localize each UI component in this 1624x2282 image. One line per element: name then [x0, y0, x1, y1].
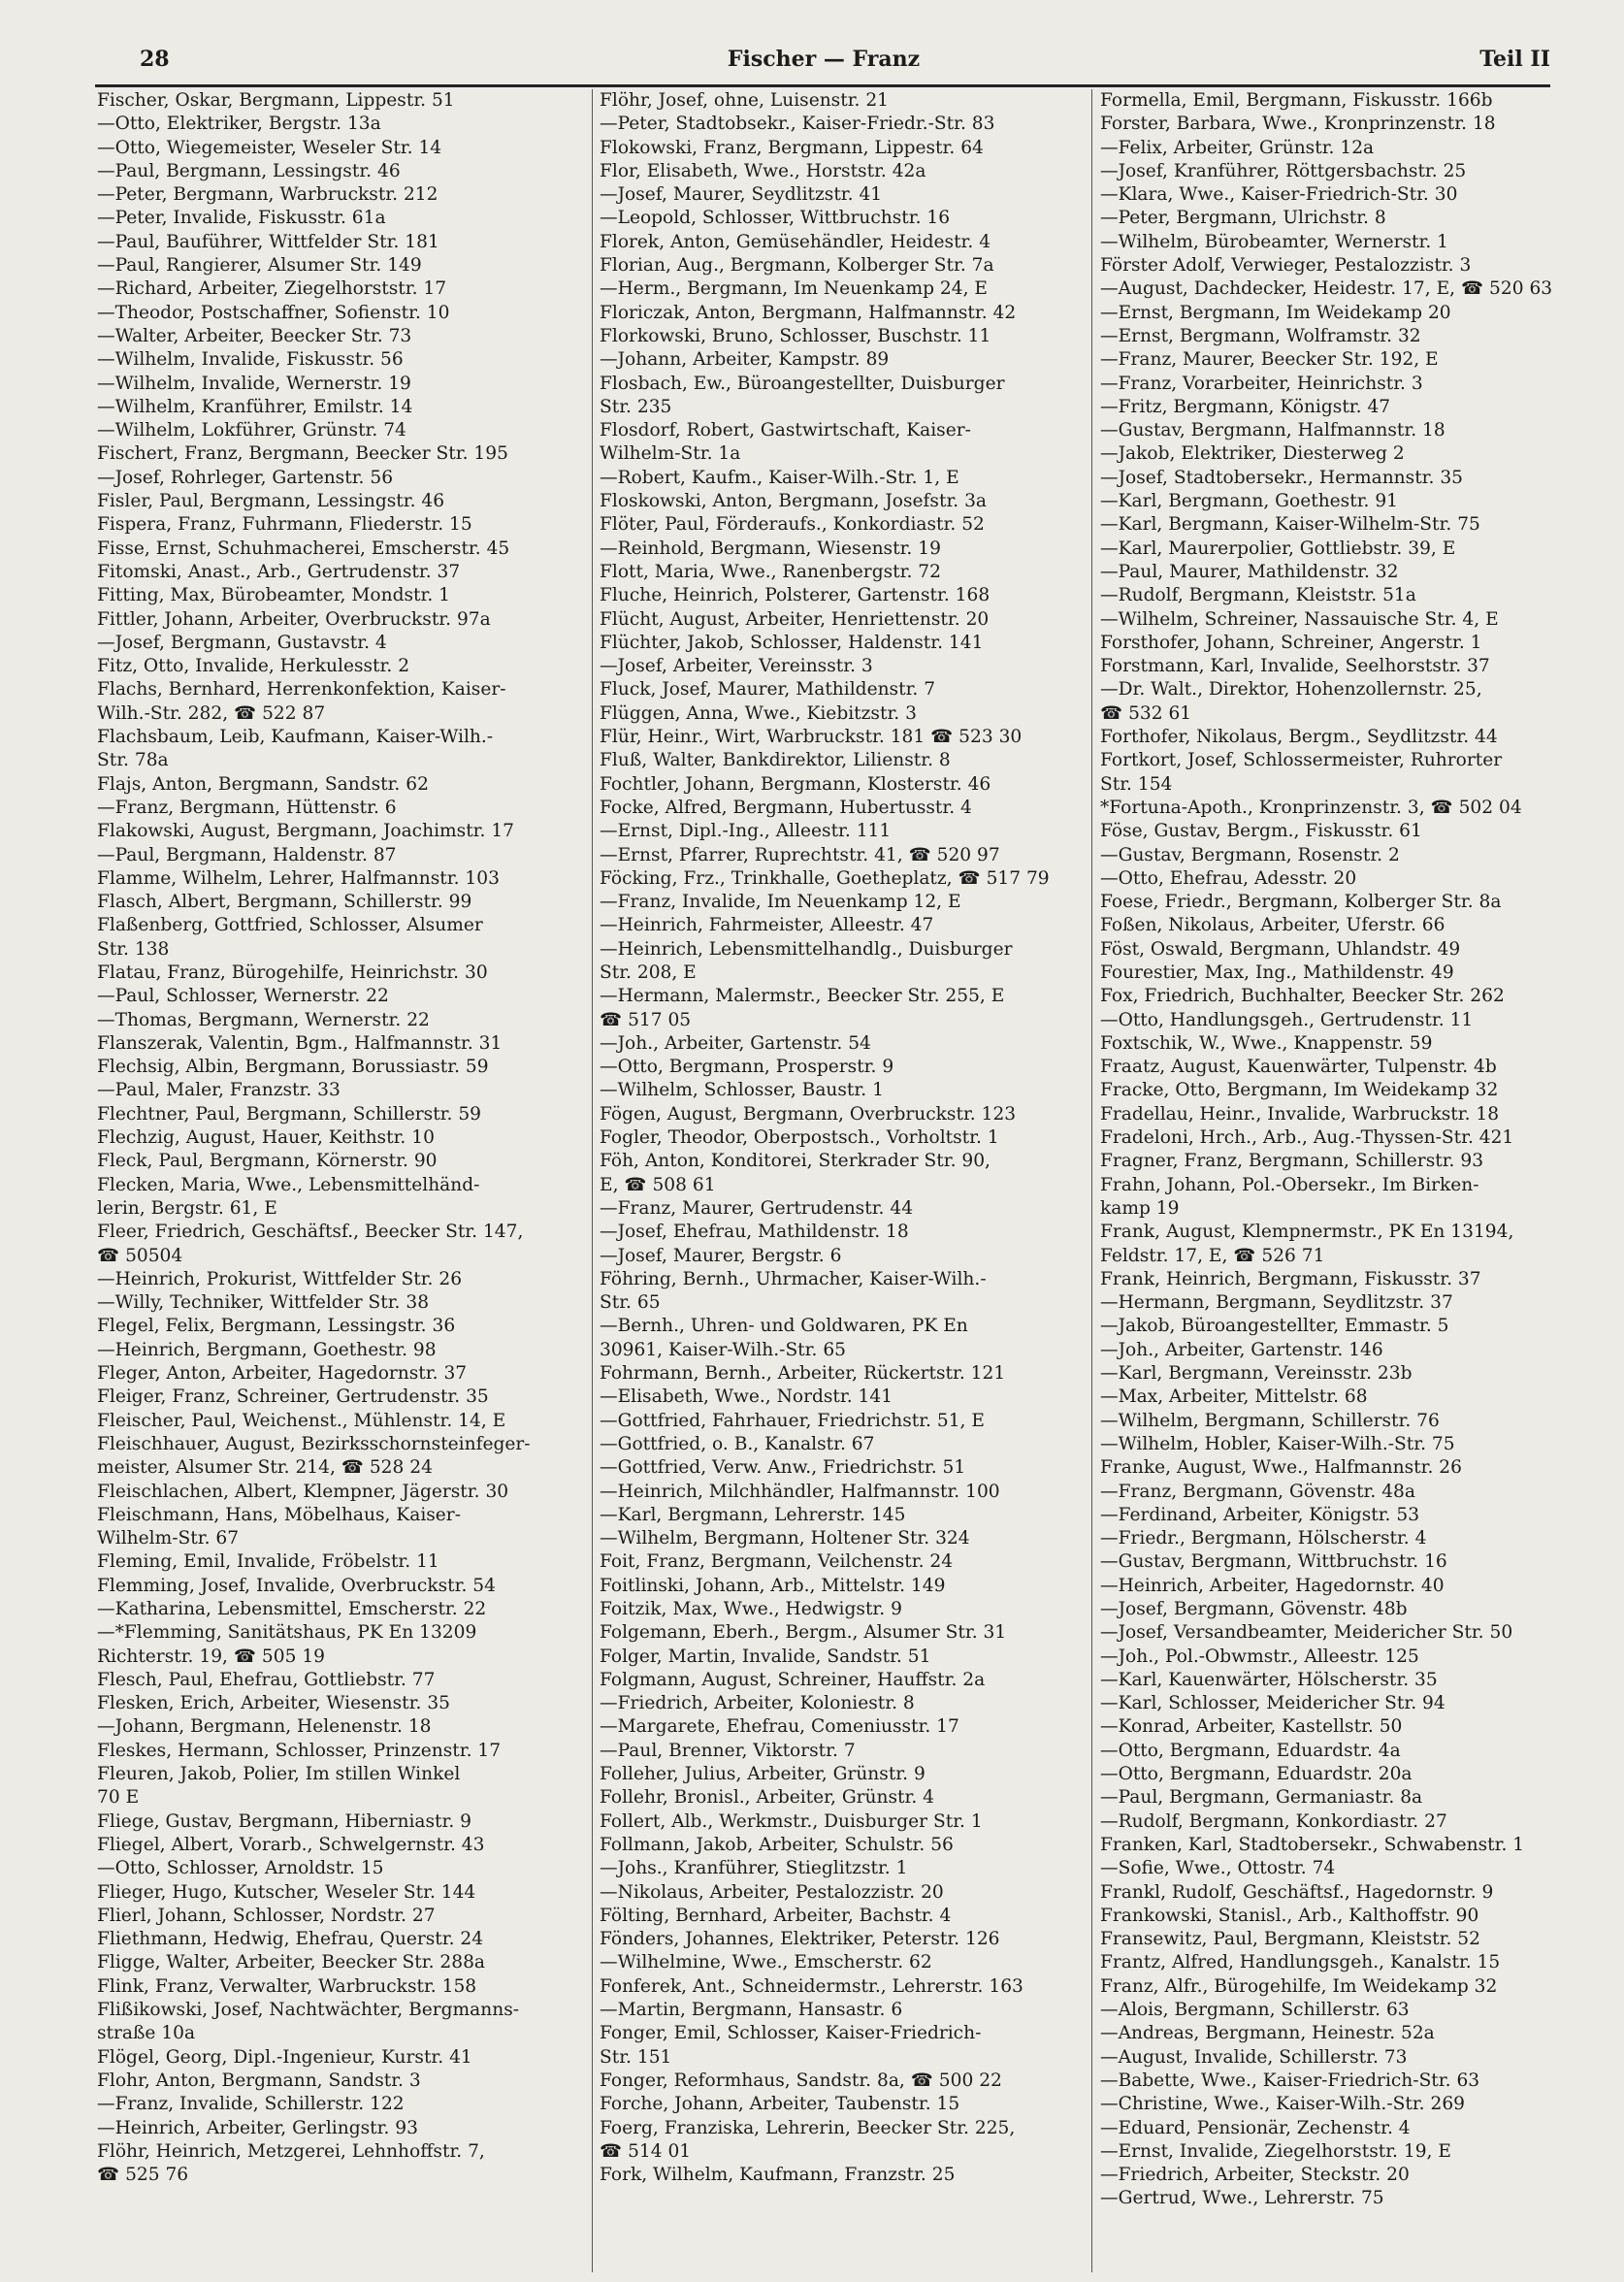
directory-entry: —Reinhold, Bergmann, Wiesenstr. 19 — [600, 538, 941, 559]
directory-entry: Fleming, Emil, Invalide, Fröbelstr. 11 — [97, 1551, 439, 1573]
directory-entry: —Otto, Bergmann, Prosperstr. 9 — [600, 1057, 894, 1078]
page-title: Fischer — Franz — [727, 47, 921, 72]
directory-entry: —Josef, Stadtobersekr., Hermannstr. 35 — [1100, 467, 1463, 488]
directory-entry: Fitomski, Anast., Arb., Gertrudenstr. 37 — [97, 561, 461, 582]
directory-entry: —Alois, Bergmann, Schillerstr. 63 — [1100, 2000, 1410, 2021]
directory-entry: Flüchter, Jakob, Schlosser, Haldenstr. 141 — [600, 632, 984, 653]
directory-entry: —Paul, Maurer, Mathildenstr. 32 — [1100, 561, 1399, 582]
directory-entry: Fleiger, Franz, Schreiner, Gertrudenstr. 35 — [97, 1386, 489, 1408]
directory-entry: Fochtler, Johann, Bergmann, Klosterstr. 46 — [600, 773, 991, 795]
directory-entry: —Paul, Bergmann, Germaniastr. 8a — [1100, 1787, 1423, 1809]
directory-entry: Flink, Franz, Verwalter, Warbruckstr. 158 — [97, 1975, 477, 1997]
directory-entry: —Wilhelm, Invalide, Wernerstr. 19 — [97, 373, 411, 394]
directory-entry: Fleck, Paul, Bergmann, Körnerstr. 90 — [97, 1151, 438, 1172]
directory-entry: —Paul, Bauführer, Wittfelder Str. 181 — [97, 231, 439, 252]
directory-entry: —Wilhelm, Bergmann, Schillerstr. 76 — [1100, 1410, 1440, 1431]
directory-entry: Föhring, Bernh., Uhrmacher, Kaiser-Wilh.- — [600, 1268, 987, 1289]
directory-entry: Föse, Gustav, Bergm., Fiskusstr. 61 — [1100, 821, 1422, 842]
directory-entry: Fradeloni, Hrch., Arb., Aug.-Thyssen-Str. 421 — [1100, 1127, 1514, 1149]
directory-entry: —Walter, Arbeiter, Beecker Str. 73 — [97, 325, 412, 346]
directory-entry: Folger, Martin, Invalide, Sandstr. 51 — [600, 1646, 931, 1667]
column-right — [1100, 89, 1585, 2211]
directory-entry: —Paul, Bergmann, Haldenstr. 87 — [97, 844, 397, 865]
directory-entry: Fonger, Emil, Schlosser, Kaiser-Friedrich- — [600, 2023, 982, 2044]
directory-entry: —Ernst, Bergmann, Wolframstr. 32 — [1100, 325, 1421, 346]
directory-entry: Foßen, Nikolaus, Arbeiter, Uferstr. 66 — [1100, 915, 1445, 936]
directory-entry: —Heinrich, Bergmann, Goethestr. 98 — [97, 1339, 437, 1360]
directory-entry: Flajs, Anton, Bergmann, Sandstr. 62 — [97, 773, 429, 795]
directory-entry: Fitz, Otto, Invalide, Herkulesstr. 2 — [97, 656, 410, 677]
page-header — [97, 43, 1550, 87]
directory-entry: Follmann, Jakob, Arbeiter, Schulstr. 56 — [600, 1834, 954, 1855]
directory-entry: —Josef, Bergmann, Gövenstr. 48b — [1100, 1599, 1408, 1619]
directory-entry: Foerg, Franziska, Lehrerin, Beecker Str. 225, — [600, 2117, 1016, 2138]
directory-entry: Frantz, Alfred, Handlungsgeh., Kanalstr. 15 — [1100, 1952, 1501, 1973]
directory-entry: Frankl, Rudolf, Geschäftsf., Hagedornstr. 9 — [1100, 1881, 1494, 1903]
page-part: Teil II — [1479, 47, 1550, 72]
directory-entry: Fleskes, Hermann, Schlosser, Prinzenstr. 17 — [97, 1740, 502, 1761]
directory-entry: Fispera, Franz, Fuhrmann, Fliederstr. 15 — [97, 514, 472, 536]
directory-entry: Fonferek, Ant., Schneidermstr., Lehrerstr. 163 — [600, 1975, 1023, 1997]
directory-entry: —Hermann, Malermstr., Beecker Str. 255, E — [600, 986, 1005, 1007]
directory-entry: —Wilhelm, Kranführer, Emilstr. 14 — [97, 396, 413, 417]
directory-entry: Str. 65 — [600, 1292, 661, 1314]
directory-entry: Flöhr, Josef, ohne, Luisenstr. 21 — [600, 90, 890, 111]
directory-entry: Richterstr. 19, ☎ 505 19 — [97, 1646, 325, 1667]
directory-entry: —Dr. Walt., Direktor, Hohenzollernstr. 25, — [1100, 679, 1482, 701]
directory-entry: Frank, Heinrich, Bergmann, Fiskusstr. 37 — [1100, 1268, 1481, 1289]
column-divider — [1091, 89, 1092, 2272]
directory-entry: —Wilhelm, Hobler, Kaiser-Wilh.-Str. 75 — [1100, 1433, 1455, 1454]
directory-entry: —Herm., Bergmann, Im Neuenkamp 24, E — [600, 278, 988, 300]
directory-entry: Forster, Barbara, Wwe., Kronprinzenstr. 18 — [1100, 114, 1496, 135]
directory-entry: Fortkort, Josef, Schlossermeister, Ruhrorter — [1100, 750, 1503, 771]
directory-entry: Föcking, Frz., Trinkhalle, Goetheplatz, ☎ 517 79 — [600, 867, 1050, 889]
directory-entry: ☎ 50504 — [97, 1245, 183, 1266]
directory-entry: Flieger, Hugo, Kutscher, Weseler Str. 144 — [97, 1881, 476, 1903]
directory-entry: —Paul, Bergmann, Lessingstr. 46 — [97, 160, 401, 181]
directory-entry: Flaßenberg, Gottfried, Schlosser, Alsumer — [97, 915, 483, 936]
directory-entry: —Joh., Arbeiter, Gartenstr. 54 — [600, 1032, 871, 1054]
directory-entry: Str. 138 — [97, 938, 170, 960]
directory-entry: —Franz, Bergmann, Hüttenstr. 6 — [97, 797, 397, 818]
directory-entry: Flor, Elisabeth, Wwe., Horststr. 42a — [600, 160, 926, 181]
directory-entry: —Johs., Kranführer, Stieglitzstr. 1 — [600, 1858, 908, 1879]
directory-entry: Forche, Johann, Arbeiter, Taubenstr. 15 — [600, 2094, 960, 2115]
directory-entry: Fleischhauer, August, Bezirksschornsteinfeger- — [97, 1433, 531, 1454]
directory-entry: —August, Invalide, Schillerstr. 73 — [1100, 2046, 1408, 2068]
header-rule — [95, 84, 1550, 87]
column-middle — [600, 89, 1085, 2187]
directory-entry: 30961, Kaiser-Wilh.-Str. 65 — [600, 1339, 846, 1360]
directory-entry: —Wilhelm, Lokführer, Grünstr. 74 — [97, 420, 406, 441]
directory-entry: Flokowski, Franz, Bergmann, Lippestr. 64 — [600, 137, 984, 158]
directory-entry: Flakowski, August, Bergmann, Joachimstr. 17 — [97, 821, 514, 842]
directory-entry: Föst, Oswald, Bergmann, Uhlandstr. 49 — [1100, 938, 1461, 960]
directory-entry: Flott, Maria, Wwe., Ranenbergstr. 72 — [600, 561, 941, 582]
directory-entry: —Katharina, Lebensmittel, Emscherstr. 22 — [97, 1599, 487, 1619]
directory-entry: meister, Alsumer Str. 214, ☎ 528 24 — [97, 1457, 433, 1479]
directory-entry: E, ☎ 508 61 — [600, 1174, 716, 1195]
directory-entry: —Martin, Bergmann, Hansastr. 6 — [600, 2000, 903, 2021]
directory-entry: Fitting, Max, Bürobeamter, Mondstr. 1 — [97, 585, 450, 606]
directory-entry: —Wilhelm, Invalide, Fiskusstr. 56 — [97, 349, 404, 371]
directory-entry: —Friedrich, Arbeiter, Koloniestr. 8 — [600, 1693, 915, 1714]
directory-entry: —Joh., Pol.-Obwmstr., Alleestr. 125 — [1100, 1646, 1419, 1667]
directory-entry: —Josef, Bergmann, Gustavstr. 4 — [97, 632, 387, 653]
directory-entry: Foxtschik, W., Wwe., Knappenstr. 59 — [1100, 1032, 1433, 1054]
directory-entry: —Fritz, Bergmann, Königstr. 47 — [1100, 396, 1391, 417]
directory-entry: —Johann, Arbeiter, Kampstr. 89 — [600, 349, 890, 371]
directory-entry: —Peter, Invalide, Fiskusstr. 61a — [97, 208, 386, 229]
directory-entry: Flamme, Wilhelm, Lehrer, Halfmannstr. 103 — [97, 867, 500, 889]
directory-entry: Fittler, Johann, Arbeiter, Overbruckstr. 97a — [97, 608, 491, 630]
directory-entry: —Bernh., Uhren- und Goldwaren, PK En — [600, 1316, 968, 1337]
directory-entry: —Paul, Maler, Franzstr. 33 — [97, 1080, 341, 1101]
directory-entry: —Ernst, Bergmann, Im Weidekamp 20 — [1100, 302, 1451, 323]
directory-entry: Fölting, Bernhard, Arbeiter, Bachstr. 4 — [600, 1905, 952, 1926]
directory-entry: —Heinrich, Lebensmittelhandlg., Duisburger — [600, 938, 1013, 960]
directory-entry: —Heinrich, Milchhändler, Halfmannstr. 100 — [600, 1481, 1000, 1502]
directory-entry: Fischer, Oskar, Bergmann, Lippestr. 51 — [97, 90, 455, 111]
directory-entry: Flegel, Felix, Bergmann, Lessingstr. 36 — [97, 1316, 456, 1337]
directory-entry: Fransewitz, Paul, Bergmann, Kleiststr. 52 — [1100, 1929, 1480, 1950]
directory-entry: —Konrad, Arbeiter, Kastellstr. 50 — [1100, 1716, 1403, 1738]
directory-entry: —Gustav, Bergmann, Rosenstr. 2 — [1100, 844, 1400, 865]
directory-entry: —Karl, Bergmann, Kaiser-Wilhelm-Str. 75 — [1100, 514, 1480, 536]
directory-entry: —Otto, Handlungsgeh., Gertrudenstr. 11 — [1100, 1009, 1474, 1030]
directory-entry: Formella, Emil, Bergmann, Fiskusstr. 166b — [1100, 90, 1493, 111]
directory-entry: Fleischlachen, Albert, Klempner, Jägerstr. 30 — [97, 1481, 509, 1502]
directory-entry: —Paul, Schlosser, Wernerstr. 22 — [97, 986, 389, 1007]
directory-entry: Fisler, Paul, Bergmann, Lessingstr. 46 — [97, 491, 445, 512]
directory-entry: Flüggen, Anna, Wwe., Kiebitzstr. 3 — [600, 702, 917, 724]
directory-entry: Flanszerak, Valentin, Bgm., Halfmannstr. 31 — [97, 1032, 503, 1054]
directory-entry: —Franz, Vorarbeiter, Heinrichstr. 3 — [1100, 373, 1423, 394]
directory-entry: —Wilhelm, Bergmann, Holtener Str. 324 — [600, 1528, 970, 1549]
directory-entry: Flemming, Josef, Invalide, Overbruckstr. 54 — [97, 1575, 496, 1596]
directory-entry: kamp 19 — [1100, 1197, 1180, 1219]
directory-entry: —Andreas, Bergmann, Heinestr. 52a — [1100, 2023, 1435, 2044]
directory-entry: Flücht, August, Arbeiter, Henriettenstr. 20 — [600, 608, 990, 630]
directory-entry: Flißikowski, Josef, Nachtwächter, Bergmanns- — [97, 2000, 520, 2021]
column-divider — [592, 89, 593, 2272]
directory-entry: —Friedrich, Arbeiter, Steckstr. 20 — [1100, 2165, 1410, 2186]
directory-entry: —Karl, Maurerpolier, Gottliebstr. 39, E — [1100, 538, 1456, 559]
directory-entry: Fracke, Otto, Bergmann, Im Weidekamp 32 — [1100, 1080, 1499, 1101]
directory-entry: Flachs, Bernhard, Herrenkonfektion, Kaiser- — [97, 679, 506, 701]
directory-entry: —Nikolaus, Arbeiter, Pestalozzistr. 20 — [600, 1881, 944, 1903]
directory-entry: —Hermann, Bergmann, Seydlitzstr. 37 — [1100, 1292, 1453, 1314]
directory-entry: Fluß, Walter, Bankdirektor, Lilienstr. 8 — [600, 750, 951, 771]
directory-entry: —Klara, Wwe., Kaiser-Friedrich-Str. 30 — [1100, 184, 1458, 206]
directory-entry: —Otto, Elektriker, Bergstr. 13a — [97, 114, 381, 135]
directory-entry: —Peter, Bergmann, Warbruckstr. 212 — [97, 184, 438, 206]
directory-entry: Fischert, Franz, Bergmann, Beecker Str. 195 — [97, 443, 508, 465]
directory-entry: Fisse, Ernst, Schuhmacherei, Emscherstr. 45 — [97, 538, 510, 559]
directory-entry: Florkowski, Bruno, Schlosser, Buschstr. 11 — [600, 325, 991, 346]
directory-entry: Fraatz, August, Kauenwärter, Tulpenstr. 4b — [1100, 1057, 1497, 1078]
directory-entry: —Paul, Rangierer, Alsumer Str. 149 — [97, 255, 422, 277]
directory-entry: Frank, August, Klempnermstr., PK En 13194, — [1100, 1222, 1514, 1243]
directory-entry: Fleischmann, Hans, Möbelhaus, Kaiser- — [97, 1504, 461, 1525]
directory-entry: —Sofie, Wwe., Ottostr. 74 — [1100, 1858, 1336, 1879]
directory-entry: —Otto, Wiegemeister, Weseler Str. 14 — [97, 137, 442, 158]
directory-entry: Follert, Alb., Werkmstr., Duisburger Str. 1 — [600, 1810, 983, 1832]
directory-entry: Förster Adolf, Verwieger, Pestalozzistr. 3 — [1100, 255, 1472, 277]
directory-entry: Flachsbaum, Leib, Kaufmann, Kaiser-Wilh.- — [97, 727, 494, 748]
directory-entry: —Josef, Maurer, Bergstr. 6 — [600, 1245, 842, 1266]
directory-entry: —Babette, Wwe., Kaiser-Friedrich-Str. 63 — [1100, 2070, 1480, 2091]
directory-entry: —Peter, Stadtobsekr., Kaiser-Friedr.-Str. 83 — [600, 114, 995, 135]
directory-entry: ☎ 525 76 — [97, 2165, 189, 2186]
directory-entry: lerin, Bergstr. 61, E — [97, 1197, 277, 1219]
directory-entry: —Gottfried, Fahrhauer, Friedrichstr. 51, E — [600, 1410, 985, 1431]
directory-entry: Flechtner, Paul, Bergmann, Schillerstr. 59 — [97, 1103, 482, 1125]
directory-entry: Flatau, Franz, Bürogehilfe, Heinrichstr. 30 — [97, 962, 488, 983]
directory-entry: Wilh.-Str. 282, ☎ 522 87 — [97, 702, 326, 724]
directory-entry: Fourestier, Max, Ing., Mathildenstr. 49 — [1100, 962, 1454, 983]
directory-entry: ☎ 517 05 — [600, 1009, 692, 1030]
directory-entry: —Gustav, Bergmann, Halfmannstr. 18 — [1100, 420, 1445, 441]
directory-entry: —Wilhelm, Schlosser, Baustr. 1 — [600, 1080, 884, 1101]
directory-entry: —Heinrich, Fahrmeister, Alleestr. 47 — [600, 915, 934, 936]
directory-entry: —Otto, Schlosser, Arnoldstr. 15 — [97, 1858, 384, 1879]
directory-entry: Flecken, Maria, Wwe., Lebensmittelhänd- — [97, 1174, 480, 1195]
directory-entry: —Josef, Ehefrau, Mathildenstr. 18 — [600, 1222, 909, 1243]
directory-entry: Foit, Franz, Bergmann, Veilchenstr. 24 — [600, 1551, 954, 1573]
directory-entry: Flöter, Paul, Förderaufs., Konkordiastr. 52 — [600, 514, 985, 536]
directory-entry: Wilhelm-Str. 67 — [97, 1528, 240, 1549]
directory-entry: —Felix, Arbeiter, Grünstr. 12a — [1100, 137, 1375, 158]
directory-entry: —Friedr., Bergmann, Hölscherstr. 4 — [1100, 1528, 1427, 1549]
directory-entry: —Ernst, Pfarrer, Ruprechtstr. 41, ☎ 520 97 — [600, 844, 1000, 865]
directory-entry: Föh, Anton, Konditorei, Sterkrader Str. 90, — [600, 1151, 991, 1172]
directory-entry: 70 E — [97, 1787, 140, 1809]
directory-entry: Fleger, Anton, Arbeiter, Hagedornstr. 37 — [97, 1363, 468, 1385]
directory-entry: Flosbach, Ew., Büroangestellter, Duisburger — [600, 373, 1005, 394]
directory-entry: Floriczak, Anton, Bergmann, Halfmannstr. 42 — [600, 302, 1017, 323]
directory-entry: —Karl, Bergmann, Goethestr. 91 — [1100, 491, 1399, 512]
directory-entry: Fradellau, Heinr., Invalide, Warbruckstr. 18 — [1100, 1103, 1500, 1125]
directory-entry: —Gottfried, Verw. Anw., Friedrichstr. 51 — [600, 1457, 966, 1479]
directory-entry: —Otto, Bergmann, Eduardstr. 4a — [1100, 1740, 1401, 1761]
directory-entry: —Christine, Wwe., Kaiser-Wilh.-Str. 269 — [1100, 2094, 1465, 2115]
directory-entry: Str. 154 — [1100, 773, 1173, 795]
directory-entry: —Ernst, Invalide, Ziegelhorststr. 19, E — [1100, 2140, 1451, 2162]
directory-entry: Wilhelm-Str. 1a — [600, 443, 741, 465]
directory-entry: ☎ 532 61 — [1100, 702, 1192, 724]
directory-entry: Forstmann, Karl, Invalide, Seelhorststr. 37 — [1100, 656, 1490, 677]
directory-entry: Fligge, Walter, Arbeiter, Beecker Str. 288a — [97, 1952, 486, 1973]
page-number: 28 — [140, 47, 170, 72]
directory-entry: Fliethmann, Hedwig, Ehefrau, Querstr. 24 — [97, 1929, 484, 1950]
directory-entry: —Josef, Rohrleger, Gartenstr. 56 — [97, 467, 394, 488]
directory-entry: —Franz, Invalide, Im Neuenkamp 12, E — [600, 892, 961, 913]
directory-entry: Fögen, August, Bergmann, Overbruckstr. 123 — [600, 1103, 1017, 1125]
directory-entry: Str. 151 — [600, 2046, 672, 2068]
directory-entry: —Eduard, Pensionär, Zechenstr. 4 — [1100, 2117, 1411, 2138]
directory-entry: Fogler, Theodor, Oberpostsch., Vorholtstr. 1 — [600, 1127, 999, 1149]
column-left — [97, 89, 582, 2187]
directory-entry: —Thomas, Bergmann, Wernerstr. 22 — [97, 1009, 430, 1030]
directory-entry: Flögel, Georg, Dipl.-Ingenieur, Kurstr. 41 — [97, 2046, 472, 2068]
directory-entry: Fleischer, Paul, Weichenst., Mühlenstr. 14, E — [97, 1410, 506, 1431]
directory-entry: Fönders, Johannes, Elektriker, Peterstr. 126 — [600, 1929, 1000, 1950]
directory-entry: —Paul, Brenner, Viktorstr. 7 — [600, 1740, 856, 1761]
directory-entry: —Josef, Arbeiter, Vereinsstr. 3 — [600, 656, 873, 677]
directory-entry: Franz, Alfr., Bürogehilfe, Im Weidekamp 32 — [1100, 1975, 1498, 1997]
directory-entry: Follehr, Bronisl., Arbeiter, Grünstr. 4 — [600, 1787, 935, 1809]
directory-entry: —Jakob, Büroangestellter, Emmastr. 5 — [1100, 1316, 1449, 1337]
directory-entry: Fleer, Friedrich, Geschäftsf., Beecker Str. 147, — [97, 1222, 524, 1243]
directory-entry: Fliegel, Albert, Vorarb., Schwelgernstr. 43 — [97, 1834, 485, 1855]
directory-entry: —Franz, Maurer, Gertrudenstr. 44 — [600, 1197, 914, 1219]
directory-entry: —Karl, Bergmann, Lehrerstr. 145 — [600, 1504, 906, 1525]
directory-entry: Flechzig, August, Hauer, Keithstr. 10 — [97, 1127, 435, 1149]
directory-entry: Flasch, Albert, Bergmann, Schillerstr. 99 — [97, 892, 472, 913]
directory-entry: Flohr, Anton, Bergmann, Sandstr. 3 — [97, 2070, 421, 2091]
directory-entry: Floskowski, Anton, Bergmann, Josefstr. 3a — [600, 491, 988, 512]
directory-entry: Foitlinski, Johann, Arb., Mittelstr. 149 — [600, 1575, 946, 1596]
directory-entry: Franken, Karl, Stadtobersekr., Schwabenstr. 1 — [1100, 1834, 1525, 1855]
directory-entry: Fohrmann, Bernh., Arbeiter, Rückertstr. 121 — [600, 1363, 1006, 1385]
directory-entry: —Josef, Kranführer, Röttgersbachstr. 25 — [1100, 160, 1467, 181]
directory-entry: —Max, Arbeiter, Mittelstr. 68 — [1100, 1386, 1368, 1408]
directory-entry: —August, Dachdecker, Heidestr. 17, E, ☎ 520 63 — [1100, 278, 1553, 300]
directory-entry: Fork, Wilhelm, Kaufmann, Franzstr. 25 — [600, 2165, 956, 2186]
directory-entry: —Elisabeth, Wwe., Nordstr. 141 — [600, 1386, 893, 1408]
directory-entry: —Heinrich, Arbeiter, Hagedornstr. 40 — [1100, 1575, 1445, 1596]
directory-entry: —Ernst, Dipl.-Ing., Alleestr. 111 — [600, 821, 892, 842]
directory-entry: Folgmann, August, Schreiner, Hauffstr. 2a — [600, 1669, 986, 1690]
directory-entry: ☎ 514 01 — [600, 2140, 692, 2162]
directory-entry: —Josef, Maurer, Seydlitzstr. 41 — [600, 184, 883, 206]
directory-entry: Fleuren, Jakob, Polier, Im stillen Winkel — [97, 1764, 461, 1785]
directory-entry: Forsthofer, Johann, Schreiner, Angerstr. 1 — [1100, 632, 1482, 653]
directory-entry: —Rudolf, Bergmann, Kleiststr. 51a — [1100, 585, 1416, 606]
directory-entry: —Franz, Bergmann, Gövenstr. 48a — [1100, 1481, 1415, 1502]
directory-entry: —Otto, Bergmann, Eduardstr. 20a — [1100, 1764, 1413, 1785]
directory-entry: Flöhr, Heinrich, Metzgerei, Lehnhoffstr. 7, — [97, 2140, 485, 2162]
directory-entry: Fliege, Gustav, Bergmann, Hiberniastr. 9 — [97, 1810, 471, 1832]
directory-entry: —Karl, Schlosser, Meidericher Str. 94 — [1100, 1693, 1445, 1714]
directory-entry: —Franz, Invalide, Schillerstr. 122 — [97, 2094, 405, 2115]
directory-entry: —Joh., Arbeiter, Gartenstr. 146 — [1100, 1339, 1383, 1360]
directory-entry: —Peter, Bergmann, Ulrichstr. 8 — [1100, 208, 1386, 229]
directory-entry: *Fortuna-Apoth., Kronprinzenstr. 3, ☎ 502 04 — [1100, 797, 1522, 818]
directory-entry: Franke, August, Wwe., Halfmannstr. 26 — [1100, 1457, 1462, 1479]
directory-entry: —Franz, Maurer, Beecker Str. 192, E — [1100, 349, 1439, 371]
directory-entry: Str. 78a — [97, 750, 169, 771]
directory-entry: Flechsig, Albin, Bergmann, Borussiastr. 59 — [97, 1057, 489, 1078]
directory-entry: —Josef, Versandbeamter, Meidericher Str. 50 — [1100, 1622, 1513, 1644]
directory-entry: Florian, Aug., Bergmann, Kolberger Str. 7a — [600, 255, 994, 277]
directory-entry: —Jakob, Elektriker, Diesterweg 2 — [1100, 443, 1405, 465]
directory-entry: —Gustav, Bergmann, Wittbruchstr. 16 — [1100, 1551, 1447, 1573]
directory-entry: —Theodor, Postschaffner, Sofienstr. 10 — [97, 302, 450, 323]
directory-entry: —Wilhelm, Schreiner, Nassauische Str. 4, E — [1100, 608, 1499, 630]
directory-entry: Frankowski, Stanisl., Arb., Kalthoffstr. 90 — [1100, 1905, 1479, 1926]
directory-entry: Fluck, Josef, Maurer, Mathildenstr. 7 — [600, 679, 936, 701]
directory-entry: —Karl, Kauenwärter, Hölscherstr. 35 — [1100, 1669, 1438, 1690]
directory-entry: Str. 208, E — [600, 962, 697, 983]
directory-entry: Flesch, Paul, Ehefrau, Gottliebstr. 77 — [97, 1669, 436, 1690]
directory-entry: —Rudolf, Bergmann, Konkordiastr. 27 — [1100, 1810, 1447, 1832]
directory-entry: —Johann, Bergmann, Helenenstr. 18 — [97, 1716, 432, 1738]
directory-entry: —Margarete, Ehefrau, Comeniusstr. 17 — [600, 1716, 959, 1738]
directory-entry: —Otto, Ehefrau, Adesstr. 20 — [1100, 867, 1357, 889]
directory-entry: Focke, Alfred, Bergmann, Hubertusstr. 4 — [600, 797, 972, 818]
directory-entry: —Heinrich, Arbeiter, Gerlingstr. 93 — [97, 2117, 418, 2138]
directory-entry: Fluche, Heinrich, Polsterer, Gartenstr. 168 — [600, 585, 991, 606]
directory-entry: —Karl, Bergmann, Vereinsstr. 23b — [1100, 1363, 1413, 1385]
directory-entry: —*Flemming, Sanitätshaus, PK En 13209 — [97, 1622, 477, 1644]
directory-entry: Flür, Heinr., Wirt, Warbruckstr. 181 ☎ 523 30 — [600, 727, 1023, 748]
directory-entry: Frahn, Johann, Pol.-Obersekr., Im Birken- — [1100, 1174, 1479, 1195]
directory-entry: Fonger, Reformhaus, Sandstr. 8a, ☎ 500 22 — [600, 2070, 1002, 2091]
directory-entry: Florek, Anton, Gemüsehändler, Heidestr. 4 — [600, 231, 991, 252]
directory-entry: —Ferdinand, Arbeiter, Königstr. 53 — [1100, 1504, 1420, 1525]
directory-entry: —Robert, Kaufm., Kaiser-Wilh.-Str. 1, E — [600, 467, 959, 488]
directory-entry: Foitzik, Max, Wwe., Hedwigstr. 9 — [600, 1599, 902, 1619]
directory-entry: Feldstr. 17, E, ☎ 526 71 — [1100, 1245, 1325, 1266]
directory-entry: Fox, Friedrich, Buchhalter, Beecker Str. 262 — [1100, 986, 1505, 1007]
directory-entry: Flosdorf, Robert, Gastwirtschaft, Kaiser- — [600, 420, 971, 441]
directory-entry: —Gertrud, Wwe., Lehrerstr. 75 — [1100, 2188, 1384, 2209]
directory-entry: —Willy, Techniker, Wittfelder Str. 38 — [97, 1292, 430, 1314]
directory-entry: —Wilhelm, Bürobeamter, Wernerstr. 1 — [1100, 231, 1448, 252]
directory-entry: Foese, Friedr., Bergmann, Kolberger Str. 8a — [1100, 892, 1502, 913]
directory-entry: Flesken, Erich, Arbeiter, Wiesenstr. 35 — [97, 1693, 450, 1714]
directory-entry: —Leopold, Schlosser, Wittbruchstr. 16 — [600, 208, 951, 229]
directory-entry: Forthofer, Nikolaus, Bergm., Seydlitzstr. 44 — [1100, 727, 1498, 748]
directory-entry: —Wilhelmine, Wwe., Emscherstr. 62 — [600, 1952, 932, 1973]
directory-entry: Folgemann, Eberh., Bergm., Alsumer Str. 31 — [600, 1622, 1007, 1644]
directory-entry: Folleher, Julius, Arbeiter, Grünstr. 9 — [600, 1764, 926, 1785]
directory-entry: Fragner, Franz, Bergmann, Schillerstr. 93 — [1100, 1151, 1484, 1172]
directory-entry: —Richard, Arbeiter, Ziegelhorststr. 17 — [97, 278, 447, 300]
directory-entry: Flierl, Johann, Schlosser, Nordstr. 27 — [97, 1905, 436, 1926]
directory-entry: —Heinrich, Prokurist, Wittfelder Str. 26 — [97, 1268, 463, 1289]
directory-entry: Str. 235 — [600, 396, 672, 417]
directory-entry: straße 10a — [97, 2023, 196, 2044]
directory-entry: —Gottfried, o. B., Kanalstr. 67 — [600, 1433, 875, 1454]
